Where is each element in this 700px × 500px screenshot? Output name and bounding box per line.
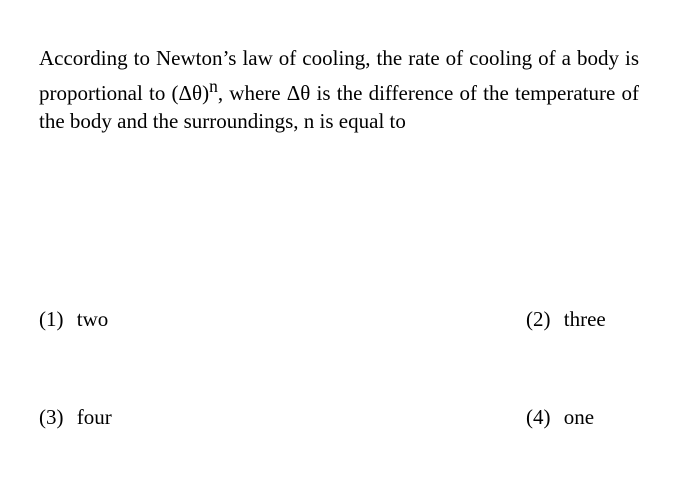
option-3[interactable] (39, 405, 112, 429)
option-1-number: (1) (39, 307, 64, 331)
option-4-number: (4) (526, 405, 551, 429)
question-exponent: n (209, 76, 218, 96)
option-1-text: two (76, 307, 109, 331)
option-2-number: (2) (526, 307, 551, 331)
option-1[interactable] (39, 307, 108, 331)
question-text-part1: According to Newton’s law of cooling, the rate of cooling of a body is proportional to (Δθ) (39, 46, 639, 105)
option-2[interactable] (526, 307, 606, 331)
option-4[interactable] (526, 405, 594, 429)
question-text-part2: , where Δθ is the difference of the temperature of the body and the surroundings, n is equal to (39, 81, 639, 133)
question-text (39, 44, 639, 135)
option-3-number: (3) (39, 405, 64, 429)
option-2-text: three (563, 307, 606, 331)
option-3-text: four (76, 405, 112, 429)
option-4-text: one (563, 405, 595, 429)
